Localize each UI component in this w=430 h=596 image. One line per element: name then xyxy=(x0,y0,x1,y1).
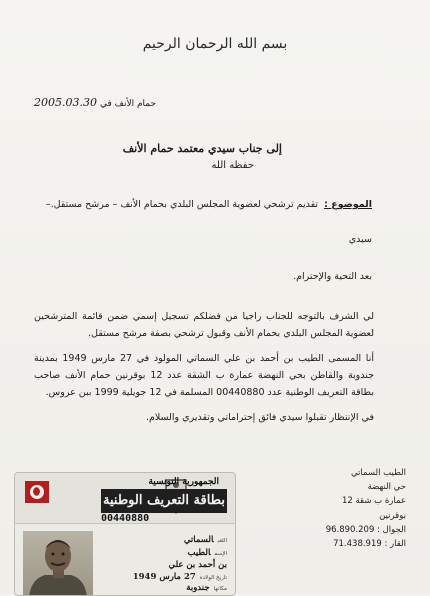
addressee-line-1: إلى جناب سيدي معتمد حمام الأنف xyxy=(122,142,282,155)
id-photo xyxy=(23,531,93,596)
given-name-label: الإسم xyxy=(214,551,227,557)
subject-label: الموضوع : xyxy=(324,199,372,210)
date-value: 2005.03.30 xyxy=(34,96,97,109)
pob-value: جندوبة xyxy=(186,583,210,593)
republic-label: الجمهورية التونسية xyxy=(148,477,219,487)
body-paragraph-3: في الإنتظار تقبلوا سيدي فائق إحتراماتي وتقديري والسلام. xyxy=(145,412,374,423)
pob-label: مكانها xyxy=(213,586,227,592)
surname-value: السماتي xyxy=(183,535,214,545)
id-card-title: بطاقة التعريف الوطنية xyxy=(101,489,227,513)
sender-name: الطيب السماتي xyxy=(350,468,406,478)
given-name-field xyxy=(187,548,227,558)
lineage-field xyxy=(168,560,227,570)
given-name-value: الطيب xyxy=(187,548,211,558)
dob-field xyxy=(133,572,227,582)
surname-label: اللقب xyxy=(217,538,227,544)
sender-town: بوقرنين xyxy=(379,510,406,521)
sender-building: عمارة ب شقة 12 xyxy=(341,496,406,507)
addressee-line-2: حفظه الله xyxy=(211,160,254,171)
sender-phone: القار : 71.438.919 xyxy=(333,539,406,550)
subject-line xyxy=(46,199,372,210)
lineage-value: بن أحمد بن علي xyxy=(168,560,227,570)
subject-text: تقديم ترشحي لعضوية المجلس البلدي بحمام الأنف – مرشح مستقل.– xyxy=(45,199,319,210)
sender-block xyxy=(286,466,406,551)
id-card-number: 00440880 xyxy=(101,513,150,524)
id-card-copy xyxy=(14,472,236,596)
sender-district: حي النهضة xyxy=(367,482,406,493)
pob-field xyxy=(186,583,227,593)
tunisia-flag-icon xyxy=(25,481,49,503)
basmala-heading: بسم الله الرحمان الرحيم xyxy=(142,36,288,52)
sender-mobile: الجوال : 96.890.209 xyxy=(325,524,406,535)
dob-value: 27 مارس 1949 xyxy=(132,572,196,582)
surname-field xyxy=(184,535,227,545)
body-paragraph-2: أنا المسمى الطيب بن أحمد بن علي السماتي المولود في 27 مارس 1949 بمدينة جندوبة والقاطن بحي النهضة عمارة ب الشقة عدد 12 بوقرنين حمام الأنف صاحب بطاقة التعريف الوطنية عدد 00440880 المسلمة في 12 جويلية 1999 ببن عروس. xyxy=(34,353,374,398)
greeting: بعد التحية والإحترام. xyxy=(293,271,372,282)
date-prefix: حمام الأنف في xyxy=(99,99,157,109)
salutation: سيدي xyxy=(348,234,372,245)
dob-label: تاريخ الولادة xyxy=(199,575,227,581)
date-line xyxy=(0,96,430,109)
body-paragraph-1: لي الشرف بالتوجه للجناب راجيا من فضلكم تسجيل إسمي ضمن قائمة المترشحين لعضوية المجلس البلدي بحمام الأنف وقبول ترشحي بصفة مرشح مستقل. xyxy=(34,311,374,339)
